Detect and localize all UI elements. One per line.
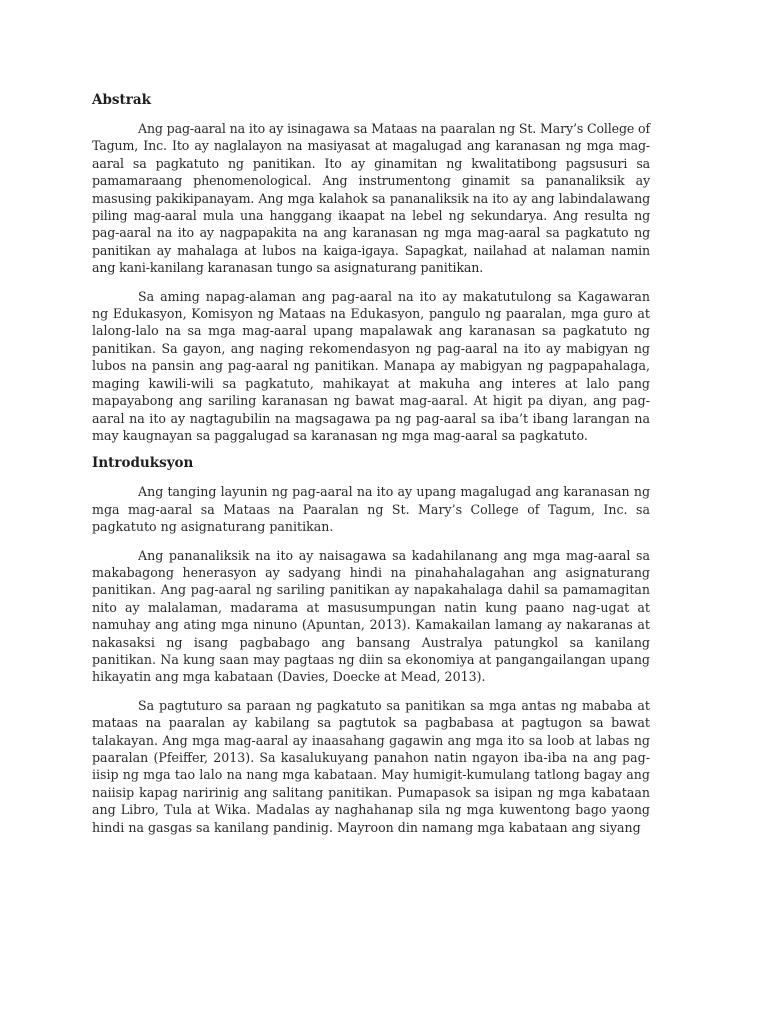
abstract-paragraph-2: Sa aming napag-alaman ang pag-aaral na ito ay makatutulong sa Kagawaran ng Edukasyon, Komisyon ng Mataas na Edukasyon, pangulo ng paaralan, mga guro at lalong-lalo na sa mga mag-aaral upang mapalawak ang karanasan sa pagkatuto ng panitikan. Sa gayon, ang naging rekomendasyon ng pag-aaral na ito ay mabigyan ng lubos na pansin ang pag-aaral ng panitikan. Manapa ay mabigyan ng pagpapahalaga, maging kawili-wili sa pagkatuto, mahikayat at makuha ang interes at lalo pang mapayabong ang sariling karanasan ng bawat mag-aaral. At higit pa diyan, ang pag-aaral na ito ay nagtagubilin na magsagawa pa ng pag-aaral sa iba’t ibang larangan na may kaugnayan sa paggalugad sa karanasan ng mga mag-aaral sa pagkatuto. xyxy=(92,288,650,443)
introduction-heading: Introduksyon xyxy=(92,455,194,472)
document-page xyxy=(92,92,650,847)
abstract-heading: Abstrak xyxy=(92,92,151,108)
introduction-paragraph-2: Ang pananaliksik na ito ay naisagawa sa kadahilanang ang mga mag-aaral sa makabagong henerasyon ay sadyang hindi na pinahahalagahan ang asignaturang panitikan. Ang pag-aaral ng sariling panitikan ay napakahalaga dahil sa pamamagitan nito ay malalaman, madarama at masusumpungan natin kung paano nag-ugat at namuhay ang ating mga ninuno (Apuntan, 2013). Kamakailan lamang ay nakaranas at nakasaksi ng isang pagbabago ang bansang Australya patungkol sa kanilang panitikan. Na kung saan may pagtaas ng diin sa ekonomiya at pangangailangan upang hikayatin ang mga kabataan (Davies, Doecke at Mead, 2013). xyxy=(92,547,650,685)
abstract-paragraph-1: Ang pag-aaral na ito ay isinagawa sa Mataas na paaralan ng St. Mary’s College of Tagum, Inc. Ito ay naglalayon na masiyasat at magalugad ang karanasan ng mga mag-aaral sa pagkatuto ng panitikan. Ito ay ginamitan ng kwalitatibong pagsusuri sa pamamaraang phenomenological. Ang instrumentong ginamit sa pananaliksik ay masusing pakikipanayam. Ang mga kalahok sa pananaliksik na ito ay ang labindalawang piling mag-aaral mula una hanggang ikaapat na lebel ng sekundarya. Ang resulta ng pag-aaral na ito ay nagpapakita na ang karanasan ng mga mag-aaral sa pagkatuto ng panitikan ay mahalaga at lubos na kaiga-igaya. Sapagkat, nailahad at nalaman namin ang kani-kanilang karanasan tungo sa asignaturang panitikan. xyxy=(92,121,650,276)
introduction-paragraph-3: Sa pagtuturo sa paraan ng pagkatuto sa panitikan sa mga antas ng mababa at mataas na paaralan ay kabilang sa pagtutok sa pagbabasa at pagtugon sa bawat talakayan. Ang mga mag-aaral ay inaasahang gagawin ang mga ito sa loob at labas ng paaralan (Pfeiffer, 2013). Sa kasalukuyang panahon natin ngayon iba-iba na ang pag-iisip ng mga tao lalo na nang mga kabataan. May humigit-kumulang tatlong bagay ang naiisip kapag naririnig ang salitang panitikan. Pumapasok sa isipan ng mga kabataan ang Libro, Tula at Wika. Madalas ay naghahanap sila ng mga kuwentong bago yaong hindi na gasgas sa kanilang pandinig. Mayroon din namang mga kabataan ang siyang xyxy=(92,697,650,835)
introduction-paragraph-1: Ang tanging layunin ng pag-aaral na ito ay upang magalugad ang karanasan ng mga mag-aaral sa Mataas na Paaralan ng St. Mary’s College of Tagum, Inc. sa pagkatuto ng asignaturang panitikan. xyxy=(92,484,650,535)
